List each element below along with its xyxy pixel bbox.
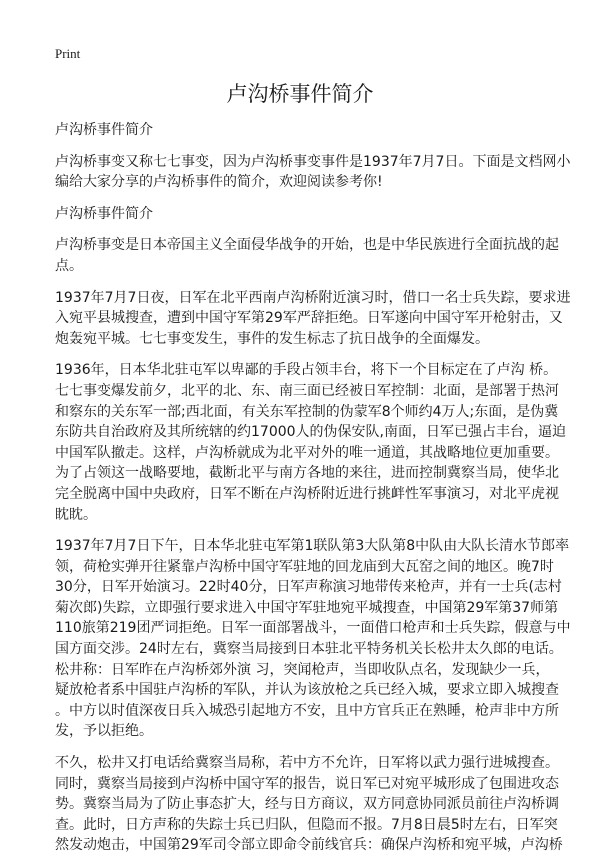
section-heading [55,204,575,225]
text-line: 1936年，日本华北驻屯军以卑鄙的手段占领丰台，将下一个目标定在了卢沟 桥。 [55,362,558,379]
paragraph [55,360,575,525]
document-body [55,120,575,867]
text-line: 卢沟桥事件简介 [55,205,153,222]
text-line: 发，予以拒绝。 [55,723,153,740]
text-line: 卢沟桥事变是日本帝国主义全面侵华战争的开始，也是中华民族进行全面抗战的起 [55,237,559,254]
document-title: 卢沟桥事件简介 [226,82,374,106]
text-line: 。中方以时值深夜日兵入城恐引起地方不安，且中方官兵正在熟睡，枪声非中方所 [55,702,559,719]
print-link[interactable]: Print [55,46,81,61]
text-line: 中国军队撤走。这样，卢沟桥就成为北平对外的唯一通道，其战略地位更加重要。 [55,444,559,461]
paragraph [55,288,575,350]
text-line: 卢沟桥事件简介 [55,122,153,138]
text-line: 势。冀察当局为了防止事态扩大，经与日方商议，双方同意协同派员前往卢沟桥调 [55,796,559,813]
text-line: 炮轰宛平城。七七事变发生，事件的发生标志了抗日战争的全面爆发。 [55,330,489,347]
paragraph [55,152,575,193]
text-line: 110旅第219团严词拒绝。日军一面部署战斗，一面借口枪声和士兵失踪，假意与中 [55,620,571,637]
text-line: 编给大家分享的卢沟桥事件的简介，欢迎阅读参考你! [55,174,383,191]
text-line: 然发动炮击，中国第29军司令部立即命令前线官兵：确保卢沟桥和宛平城，卢沟桥 [55,837,563,854]
paragraph [55,753,575,856]
text-line: 入宛平县城搜查，遭到中国守军第29军严辞拒绝。日军遂向中国守军开枪射击，又 [55,310,563,327]
text-line: 1937年7月7日下午，日本华北驻屯军第1联队第3大队第8中队由大队长清水节郎率 [55,538,570,555]
text-line: 和察东的关东军一部;西北面，有关东军控制的伪蒙军8个师约4万人;东面，是伪冀 [55,403,559,420]
text-line: 国方面交涉。24时左右，冀察当局接到日本驻北平特务机关长松井太久郎的电话。 [55,641,563,658]
text-line: 菊次郎)失踪，立即强行要求进入中国守军驻地宛平城搜查，中国第29军第37师第 [55,599,559,616]
text-line: 卢沟桥事变又称七七事变，因为卢沟桥事变事件是1937年7月7日。下面是文档网小 [55,153,571,170]
text-line: 同时，冀察当局接到卢沟桥中国守军的报告，说日军已对宛平城形成了包围进攻态 [55,775,559,792]
text-line: 领，荷枪实弹开往紧靠卢沟桥中国守军驻地的回龙庙到大瓦窑之间的地区。晚7时 [55,558,554,575]
text-line: 查。此时，日方声称的失踪士兵已归队，但隐而不报。7月8日晨5时左右，日军突 [55,816,558,833]
text-line: 为了占领这一战略要地，截断北平与南方各地的来往，进而控制冀察当局，使华北 [55,465,559,482]
text-line: 1937年7月7日夜，日军在北平西南卢沟桥附近演习时，借口一名士兵失踪，要求进 [55,289,571,306]
paragraph [55,235,575,276]
text-line: 疑放枪者系中国驻卢沟桥的军队，并认为该放枪之兵已经入城，要求立即入城搜查 [55,682,559,699]
text-line: 七七事变爆发前夕，北平的北、东、南三面已经被日军控制：北面，是部署于热河 [55,382,559,399]
text-line: 不久，松井又打电话给冀察当局称，若中方不允许，日军将以武力强行进城搜查。 [55,755,559,772]
text-line: 完全脱离中国中央政府，日军不断在卢沟桥附近进行挑衅性军事演习，对北平虎视 [55,485,559,502]
section-heading [55,120,575,141]
text-line: 松井称：日军昨在卢沟桥郊外演 习，突闻枪声，当即收队点名，发现缺少一兵， [55,661,550,678]
text-line: 眈眈。 [55,506,97,523]
paragraph [55,536,575,742]
text-line: 东防共自治政府及其所统辖的约17000人的伪保安队,南面，日军已强占丰台，逼迫 [55,424,566,441]
text-line: 点。 [55,257,83,274]
text-line: 30分，日军开始演习。22时40分，日军声称演习地带传来枪声，并有一士兵(志村 [55,579,562,596]
